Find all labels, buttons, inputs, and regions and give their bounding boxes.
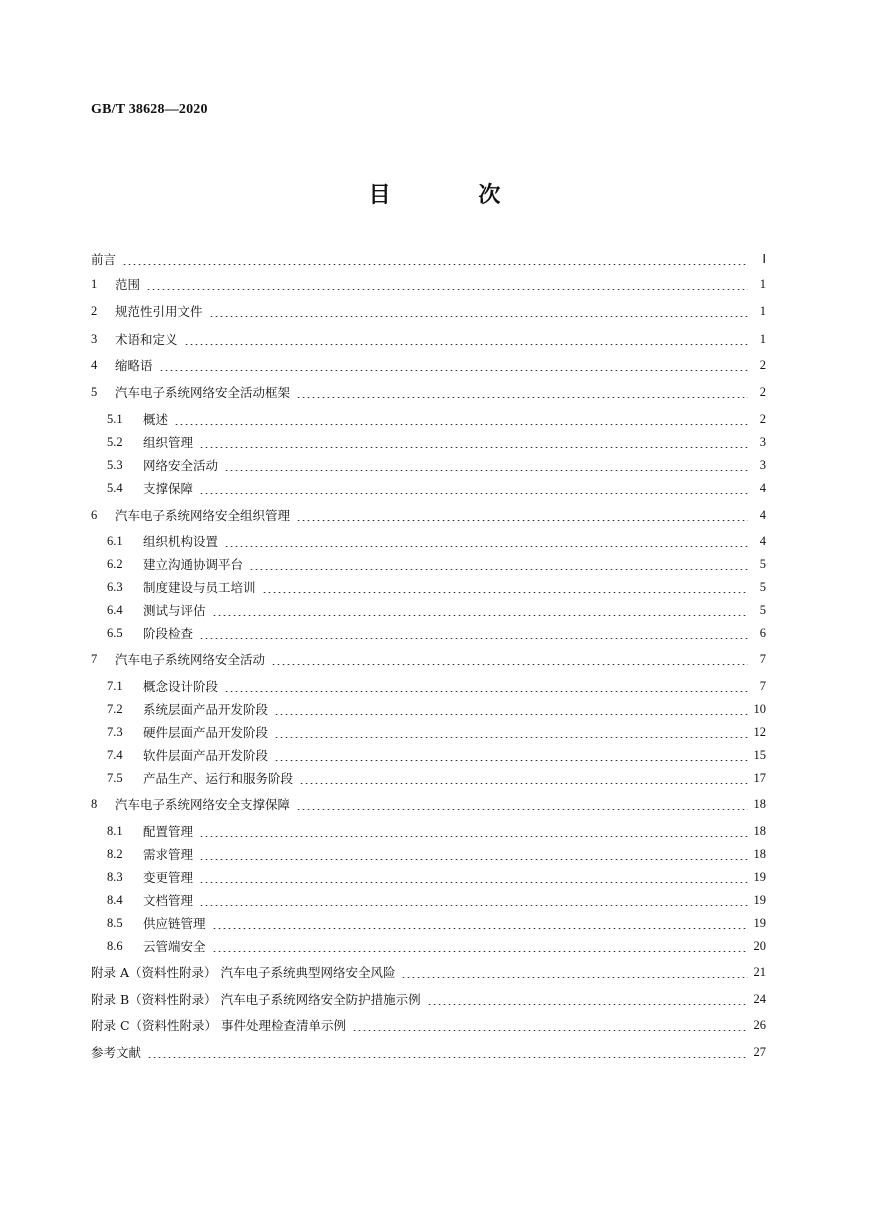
toc-entry[interactable] (91, 249, 766, 269)
toc-entry-page: 19 (753, 915, 766, 930)
toc-entry-page: 2 (759, 384, 766, 399)
toc-entry-number: 3 (91, 331, 98, 346)
toc-entry[interactable] (91, 1042, 766, 1062)
dot-leader (199, 871, 747, 883)
toc-entry-page: 1 (759, 303, 766, 318)
dot-leader (262, 581, 748, 593)
dot-leader (199, 482, 748, 494)
toc-entry-page: 20 (753, 938, 766, 953)
toc-entry[interactable] (107, 478, 766, 498)
toc-entry-label: 系统层面产品开发阶段 (143, 702, 269, 717)
toc-entry-label: 文档管理 (143, 893, 194, 908)
toc-entry-label: 制度建设与员工培训 (143, 580, 256, 595)
dot-leader (274, 749, 747, 761)
toc-entry-page: 5 (759, 602, 766, 617)
toc-entry[interactable] (107, 768, 766, 788)
toc-entry-label: 缩略语 (115, 358, 153, 373)
toc-entry-number: 7.3 (107, 724, 123, 739)
toc-entry-page: 4 (759, 507, 766, 522)
page-title: 目 次 (368, 182, 541, 208)
toc-entry-page: 17 (753, 770, 766, 785)
toc-entry-page: 19 (753, 892, 766, 907)
toc-entry[interactable] (107, 676, 766, 696)
toc-entry[interactable] (91, 355, 766, 375)
toc-entry-page: 24 (753, 991, 766, 1006)
toc-entry-number: 7.5 (107, 770, 123, 785)
toc-entry[interactable] (107, 936, 766, 956)
toc-entry-label: 网络安全活动 (143, 458, 219, 473)
toc-entry-label: 概述 (143, 412, 169, 427)
toc-entry-page: 7 (759, 651, 766, 666)
toc-entry-label: 测试与评估 (143, 603, 206, 618)
toc-entry-number: 7 (91, 651, 98, 666)
toc-entry-label: 云管端安全 (143, 939, 206, 954)
toc-entry-number: 8.1 (107, 823, 123, 838)
dot-leader (209, 305, 748, 317)
toc-entry-page: 3 (759, 457, 766, 472)
toc-entry-label: 附录 A（资料性附录） 汽车电子系统典型网络安全风险 (91, 965, 396, 980)
toc-entry[interactable] (107, 577, 766, 597)
toc-entry-label: 需求管理 (143, 847, 194, 862)
toc-entry-number: 7.4 (107, 747, 123, 762)
toc-entry[interactable] (107, 890, 766, 910)
toc-entry[interactable] (91, 329, 766, 349)
toc-entry[interactable] (91, 649, 766, 669)
dot-leader (299, 772, 747, 784)
toc-entry-label: 组织机构设置 (143, 534, 219, 549)
toc-entry-number: 8.2 (107, 846, 123, 861)
toc-entry-page: 15 (753, 747, 766, 762)
dot-leader (212, 917, 748, 929)
toc-entry-label: 支撑保障 (143, 481, 194, 496)
toc-entry-page: 7 (759, 678, 766, 693)
toc-entry-label: 汽车电子系统网络安全支撑保障 (115, 797, 291, 812)
toc-entry[interactable] (107, 699, 766, 719)
toc-entry[interactable] (91, 989, 766, 1009)
toc-entry-label: 组织管理 (143, 435, 194, 450)
dot-leader (224, 680, 748, 692)
dot-leader (199, 436, 748, 448)
toc-entry[interactable] (107, 844, 766, 864)
toc-entry-label: 配置管理 (143, 824, 194, 839)
dot-leader (224, 459, 748, 471)
dot-leader (174, 413, 748, 425)
toc-entry-number: 8.4 (107, 892, 123, 907)
toc-entry-label: 范围 (115, 277, 141, 292)
toc-entry-number: 4 (91, 357, 98, 372)
toc-entry-page: 10 (753, 701, 766, 716)
toc-entry-label: 规范性引用文件 (115, 304, 203, 319)
toc-entry[interactable] (107, 600, 766, 620)
toc-entry-label: 附录 C（资料性附录） 事件处理检查清单示例 (91, 1018, 347, 1033)
toc-entry-number: 5 (91, 384, 98, 399)
toc-entry-number: 1 (91, 276, 98, 291)
toc-entry[interactable] (107, 722, 766, 742)
toc-entry-number: 6.2 (107, 556, 123, 571)
dot-leader (352, 1019, 747, 1031)
toc-entry-page: 2 (759, 357, 766, 372)
toc-entry[interactable] (107, 409, 766, 429)
toc-entry-page: 19 (753, 869, 766, 884)
toc-entry-number: 8.5 (107, 915, 123, 930)
toc-entry-label: 建立沟通协调平台 (143, 557, 244, 572)
toc-entry-number: 6.1 (107, 533, 123, 548)
toc-entry-number: 5.2 (107, 434, 123, 449)
toc-entry-page: 5 (759, 556, 766, 571)
toc-entry-number: 8 (91, 796, 98, 811)
dot-leader (296, 509, 748, 521)
dot-leader (296, 798, 747, 810)
toc-entry-page: 4 (759, 533, 766, 548)
toc-entry-page: 5 (759, 579, 766, 594)
toc-entry-label: 软件层面产品开发阶段 (143, 748, 269, 763)
dot-leader (146, 278, 748, 290)
toc-entry[interactable] (91, 1015, 766, 1035)
toc-entry-label: 概念设计阶段 (143, 679, 219, 694)
toc-entry-label: 汽车电子系统网络安全组织管理 (115, 508, 291, 523)
toc-entry-page: 2 (759, 411, 766, 426)
toc-entry-page: 3 (759, 434, 766, 449)
dot-leader (212, 940, 748, 952)
toc-entry-page: 18 (753, 846, 766, 861)
dot-leader (122, 253, 748, 265)
toc-entry-number: 6 (91, 507, 98, 522)
dot-leader (147, 1046, 747, 1058)
toc-entry-page: 12 (753, 724, 766, 739)
dot-leader (274, 726, 747, 738)
toc-entry-number: 5.3 (107, 457, 123, 472)
toc-entry-number: 5.4 (107, 480, 123, 495)
dot-leader (199, 627, 748, 639)
toc-entry-label: 附录 B（资料性附录） 汽车电子系统网络安全防护措施示例 (91, 992, 421, 1007)
toc-entry-page: 18 (753, 823, 766, 838)
dot-leader (401, 966, 747, 978)
toc-entry[interactable] (91, 301, 766, 321)
toc-entry[interactable] (107, 531, 766, 551)
toc-entry-page: 27 (753, 1044, 766, 1059)
dot-leader (274, 703, 747, 715)
toc-entry[interactable] (107, 867, 766, 887)
dot-leader (224, 535, 748, 547)
dot-leader (212, 604, 748, 616)
toc-entry-label: 参考文献 (91, 1045, 142, 1060)
toc-entry-page: Ⅰ (762, 252, 766, 266)
toc-entry-number: 6.5 (107, 625, 123, 640)
toc-entry-label: 变更管理 (143, 870, 194, 885)
toc-entry-number: 8.6 (107, 938, 123, 953)
toc-entry-page: 1 (759, 331, 766, 346)
toc-entry-number: 8.3 (107, 869, 123, 884)
toc-entry[interactable] (107, 432, 766, 452)
toc-entry[interactable] (107, 455, 766, 475)
toc-entry-number: 6.3 (107, 579, 123, 594)
toc-entry-page: 21 (753, 964, 766, 979)
toc-entry-label: 术语和定义 (115, 332, 178, 347)
toc-entry[interactable] (107, 913, 766, 933)
dot-leader (159, 359, 748, 371)
dot-leader (249, 558, 748, 570)
toc-entry-number: 6.4 (107, 602, 123, 617)
toc-entry[interactable] (91, 382, 766, 402)
toc-entry-label: 供应链管理 (143, 916, 206, 931)
toc-entry[interactable] (91, 962, 766, 982)
toc-entry-page: 4 (759, 480, 766, 495)
toc-entry-label: 前言 (91, 252, 117, 267)
toc-entry-number: 2 (91, 303, 98, 318)
toc-entry-page: 18 (753, 796, 766, 811)
dot-leader (199, 825, 747, 837)
toc-entry[interactable] (91, 505, 766, 525)
toc-entry-label: 产品生产、运行和服务阶段 (143, 771, 294, 786)
toc-entry[interactable] (107, 821, 766, 841)
toc-entry-page: 6 (759, 625, 766, 640)
toc-entry-label: 汽车电子系统网络安全活动框架 (115, 385, 291, 400)
toc-entry[interactable] (107, 623, 766, 643)
dot-leader (199, 848, 747, 860)
toc-entry-page: 26 (753, 1017, 766, 1032)
toc-entry[interactable] (107, 554, 766, 574)
toc-entry-label: 硬件层面产品开发阶段 (143, 725, 269, 740)
toc-entry-number: 5.1 (107, 411, 123, 426)
toc-entry-page: 1 (759, 276, 766, 291)
toc-entry[interactable] (91, 274, 766, 294)
toc-entry-number: 7.2 (107, 701, 123, 716)
dot-leader (199, 894, 747, 906)
toc-entry-label: 汽车电子系统网络安全活动 (115, 652, 266, 667)
dot-leader (427, 993, 748, 1005)
dot-leader (296, 386, 748, 398)
toc-entry[interactable] (107, 745, 766, 765)
toc-entry-number: 7.1 (107, 678, 123, 693)
dot-leader (271, 653, 748, 665)
dot-leader (184, 333, 748, 345)
document-code: GB/T 38628—2020 (91, 102, 208, 117)
toc-entry[interactable] (91, 794, 766, 814)
toc-entry-label: 阶段检查 (143, 626, 194, 641)
